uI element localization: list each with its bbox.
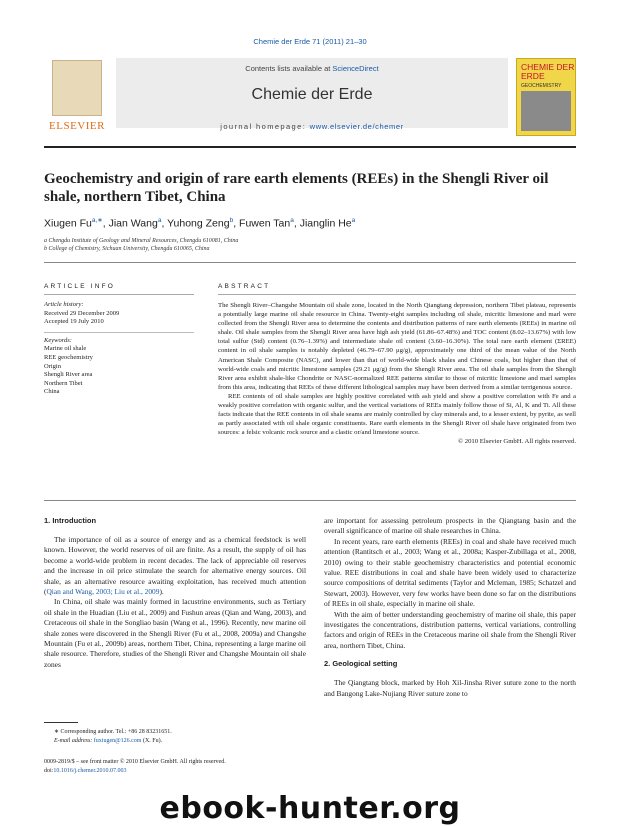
author-list: Xiugen $Fu^{a,∗}$, Jian Wang$^a$, Yuhong Zeng$^b$, Fuwen Tan$^a$, Jianglin He$^a$ — [44, 217, 356, 230]
body-paragraph: In China, oil shale was mainly formed in lacustrine environments, such as Tertiary oil shale in the Huadian (Liu et al., 2009) and Fushun areas (Qian and Wang, 2003), and Cretaceous oil shale in the Songliao basin (Wang et al., 1996). Recently, new marine oil shale zones were discovered in the Shengli River (Fu et al., 2008, 2009a) and Changshe Mountain (Fu et al., 2009b) areas, northern Tibet, China, representing a large marine oil shale resource. Therefore, studies of the Shengli River and Changshe Mountain oil shale zones — [44, 597, 306, 669]
heading-rule — [218, 294, 576, 295]
keyword: Shengli River area — [44, 371, 93, 379]
citation-link[interactable]: Qian and Wang, 2003; Liu et al., 2009 — [46, 587, 160, 597]
keywords — [44, 337, 194, 397]
homepage-link[interactable]: www.elsevier.de/chemer — [309, 122, 404, 131]
journal-homepage — [116, 122, 508, 131]
sciencedirect-link[interactable]: ScienceDirect — [332, 64, 379, 73]
body-paragraph: With the aim of better understanding geochemistry of marine oil shale, this paper investigates the concentrations, distribution patterns, vertical variations, controlling factors and origin of REEs in the Cretaceous marine oil shale from the Shengli River area, northern Tibet, China. — [324, 609, 576, 650]
accepted-date: Accepted 19 July 2010 — [44, 318, 104, 326]
email-link[interactable]: fuxiugen@126.com — [93, 738, 142, 744]
issn-line: 0009-2819/$ – see front matter © 2010 Elsevier GmbH. All rights reserved. — [44, 759, 226, 765]
body-paragraph — [44, 535, 306, 597]
corresponding-author-footnote — [44, 728, 306, 746]
keyword: REE geochemistry — [44, 353, 93, 361]
section-title: 2. Geological setting — [324, 659, 398, 669]
body-column-left — [44, 516, 306, 670]
keyword: China — [44, 388, 60, 396]
affiliations — [44, 237, 564, 253]
email-label: E-mail address: — [54, 738, 94, 744]
author-affiliation-mark[interactable]: a,∗ — [91, 217, 103, 224]
body-paragraph: The Qiangtang block, marked by Hoh Xil-Jinsha River suture zone to the north and Bangong Lake-Nujiang River suture zone to — [324, 678, 576, 698]
elsevier-wordmark: ELSEVIER — [49, 120, 105, 132]
article-info-heading: ARTICLE INFO — [44, 283, 116, 290]
contents-line — [116, 64, 508, 73]
doi-prefix: doi: — [44, 767, 54, 774]
keyword: Origin — [44, 362, 61, 370]
article-history — [44, 301, 194, 327]
author-name: Yuhong Zeng — [167, 217, 230, 230]
author-name: Xiugen Fu — [44, 217, 92, 230]
abstract-heading: ABSTRACT — [218, 283, 271, 290]
watermark-banner: ebook-hunter.org — [0, 790, 620, 827]
abstract-paragraph: REE contents of oil shale samples are highly positive correlated with ash yield and show a positive correlation with Fe and a weakly positive correlation with organic sulfur, and the vertical variations of REEs mainly follow those of Si, Al, K and Ti. All these facts indicate that the REE contents in oil shale seams are mainly controlled by clay minerals and, to a lesser extent, by pyrite, as well as partly associated with oil shale organic constituents. Rare earth elements in the Shengli River oil shale have originated from two sources: a felsic volcanic rock source and a clastic or/and limestone source. — [218, 392, 576, 437]
keyword: Northern Tibet — [44, 379, 83, 387]
cover-title: CHEMIE DER ERDE — [521, 62, 575, 81]
journal-reference[interactable]: Chemie der Erde 71 (2011) 21–30 — [253, 37, 367, 46]
corresponding-author: ∗ Corresponding author. Tel.: +86 28 83231651. — [54, 729, 172, 735]
heading-rule — [44, 294, 194, 295]
keyword: Marine oil shale — [44, 345, 87, 353]
copyright-line: © 2010 Elsevier GmbH. All rights reserved. — [457, 438, 576, 446]
masthead-band — [116, 58, 508, 128]
doi-link[interactable]: 10.1016/j.chemer.2010.07.003 — [53, 767, 127, 774]
cover-image — [521, 91, 571, 131]
journal-masthead — [44, 58, 576, 144]
author-name: Jian Wang — [108, 217, 158, 230]
header-divider — [44, 262, 576, 263]
body-text: The importance of oil as a source of energy and as a chemical feedstock is well known. However, the world reserves of oil are finite. As a result, the supply of oil has become a world-wide problem in recent decades. The lack of appreciable oil reserves and the increase in oil price stimulate the search for alternative energy sources. Oil shale, as an alternative resource awaiting exploitation, has received much attention ( — [44, 535, 306, 597]
article-title: Geochemistry and origin of rare earth elements (REEs) in the Shengli River oil shale, northern Tibet, China — [44, 171, 549, 205]
author-name: Fuwen Tan — [239, 217, 291, 230]
doi-line — [44, 767, 306, 776]
body-text: ). — [159, 587, 164, 597]
body-column-right — [324, 516, 576, 699]
homepage-prefix: journal homepage: — [220, 122, 310, 131]
publication-info — [44, 758, 306, 775]
keywords-label: Keywords: — [44, 336, 72, 344]
author-affiliation-mark[interactable]: a — [157, 217, 162, 224]
author-affiliation-mark[interactable]: a — [351, 217, 356, 224]
author-affiliation-mark[interactable]: b — [229, 217, 234, 224]
elsevier-logo — [44, 58, 110, 134]
abstract-paragraph: The Shengli River–Changshe Mountain oil shale zone, located in the North Qiangtang depression, northern Tibet plateau, represents a potentially large marine oil shale resource in China. Twenty-eight samples including oil shale, micritic limestone and marl were collected from the Shengli River area to determine the contents and distribution patterns of rare earth elements (REEs) in marine oil shale. Oil shale samples from the Shengli River area have high ash yield (61.86–67.48%) and TOC content (8.02–13.67%) with low total sulfur (Std) content (0.76–1.39%) and intermediate shale oil content (3.60–16.30%). The total rare earth element (ΣREE) content in oil shale samples is notably depleted (46.79–67.90 μg/g), approximately one third of the mean value of the North American Shale Composite (NASC), and lower than that of world-wide black shales and Chinese coals, but higher than that of world-wide coals and micritic limestone samples (29.21 μg/g) from the Shengli River area. The oil shale samples from the Shengli River area exhibit shale-like Chondrite or NASC-normalized REE patterns similar to those of micritic limestone and marl samples from this area, indicating that REEs of these different lithological samples may have been derived from a similar terrigenous source. — [218, 302, 576, 391]
footnote-rule — [44, 722, 78, 723]
contents-prefix: Contents lists available at — [245, 64, 333, 73]
journal-title: Chemie der Erde — [251, 86, 373, 103]
email-suffix: (X. Fu). — [141, 738, 163, 744]
body-paragraph: are important for assessing petroleum prospects in the Qiangtang basin and the overall significance of marine oil shale researches in China. — [324, 516, 576, 536]
author-name: Jianglin He — [299, 217, 352, 230]
elsevier-tree-icon — [52, 60, 102, 116]
abstract — [218, 283, 576, 447]
affiliation-b: b College of Chemistry, Sichuan University, Chengdu 610065, China — [44, 246, 210, 252]
affiliation-a: a Chengdu Institute of Geology and Mineral Resources, Chengdu 610081, China — [44, 238, 239, 244]
masthead-divider — [44, 146, 576, 148]
body-paragraph: In recent years, rare earth elements (REEs) in coal and shale have received much attention (Rantitsch et al., 2003; Wang et al., 2008a; Kasper-Zubillaga et al., 2008, 2010) owing to their stable geochemistry characteristics and potential economic value. REE distributions in coal and shale have been widely used to characterize source compositions of detrital sediments (Taylor and Mcleman, 1985; Schatzel and Stewart, 2003). However, very few works have been done so far on the distributions of REEs in oil shale, especially in marine oil shale. — [324, 536, 576, 609]
history-label: Article history: — [44, 301, 84, 308]
email-line — [54, 737, 306, 746]
received-date: Received 29 December 2009 — [44, 309, 120, 317]
cover-subtitle: GEOCHEMISTRY — [521, 83, 562, 89]
section-title: 1. Introduction — [44, 516, 97, 525]
abstract-divider — [44, 500, 576, 501]
article-info — [44, 283, 194, 397]
info-divider — [44, 332, 194, 333]
author-affiliation-mark[interactable]: a — [290, 217, 294, 224]
journal-cover — [516, 58, 576, 136]
